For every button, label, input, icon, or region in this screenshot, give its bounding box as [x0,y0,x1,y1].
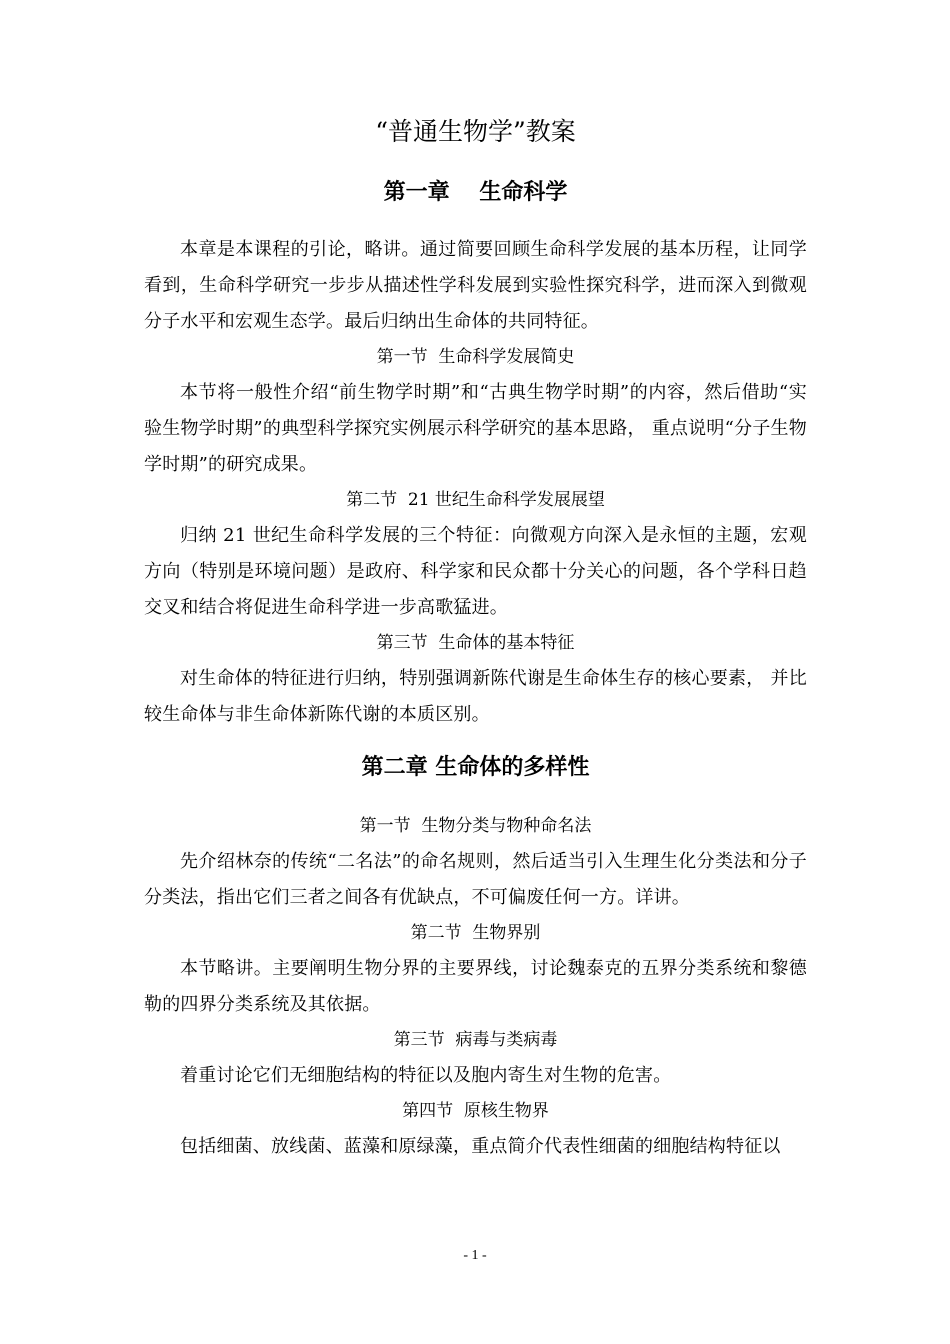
chapter-2-section-4-text: 包括细菌、放线菌、蓝藻和原绿藻，重点简介代表性细菌的细胞结构特征以 [180,1136,781,1157]
chapter-1-section-2-title: 第二节 21 世纪生命科学发展展望 [346,490,605,510]
document-body [144,112,807,1165]
chapter-2-section-4-title: 第四节 原核生物界 [402,1101,549,1121]
chapter-2-section-1-text: 先介绍林奈的传统“二名法”的命名规则，然后适当引入生理生化分类法和分子分类法，指出它们三者之间各有优缺点，不可偏废任何一方。详讲。 [144,851,807,908]
chapter-2-section-2-title: 第二节 生物界别 [410,923,541,943]
chapter-2-section-3-title: 第三节 病毒与类病毒 [393,1030,558,1050]
chapter-2-section-1-title: 第一节 生物分类与物种命名法 [359,816,592,836]
chapter-2-title: 第二章 生命体的多样性 [361,755,590,780]
chapter-1-title: 第一章 生命科学 [383,180,568,205]
chapter-1-section-2-text: 归纳 21 世纪生命科学发展的三个特征：向微观方向深入是永恒的主题，宏观方向（特别是环境问题）是政府、科学家和民众都十分关心的问题，各个学科日趋交叉和结合将促进生命科学进一步高歌猛进。 [144,525,807,618]
document-title: “普通生物学”教案 [375,117,576,146]
chapter-2-section-3-text: 着重讨论它们无细胞结构的特征以及胞内寄生对生物的危害。 [180,1065,672,1086]
chapter-2-section-2-text: 本节略讲。主要阐明生物分界的主要界线，讨论魏泰克的五界分类系统和黎德勒的四界分类系统及其依据。 [144,958,807,1015]
chapter-1-section-1-text: 本节将一般性介绍“前生物学时期”和“古典生物学时期”的内容，然后借助“实验生物学时期”的典型科学探究实例展示科学研究的基本思路， 重点说明“分子生物学时期”的研究成果。 [144,382,807,475]
chapter-1-section-3-title: 第三节 生命体的基本特征 [376,633,575,653]
page-number: - 1 - [463,1248,487,1263]
chapter-1-section-3-text: 对生命体的特征进行归纳，特别强调新陈代谢是生命体生存的核心要素， 并比较生命体与非生命体新陈代谢的本质区别。 [144,668,807,725]
chapter-1-intro: 本章是本课程的引论，略讲。通过简要回顾生命科学发展的基本历程，让同学看到，生命科学研究一步步从描述性学科发展到实验性探究科学，进而深入到微观分子水平和宏观生态学。最后归纳出生命体的共同特征。 [144,239,807,332]
chapter-1-section-1-title: 第一节 生命科学发展简史 [376,347,575,367]
